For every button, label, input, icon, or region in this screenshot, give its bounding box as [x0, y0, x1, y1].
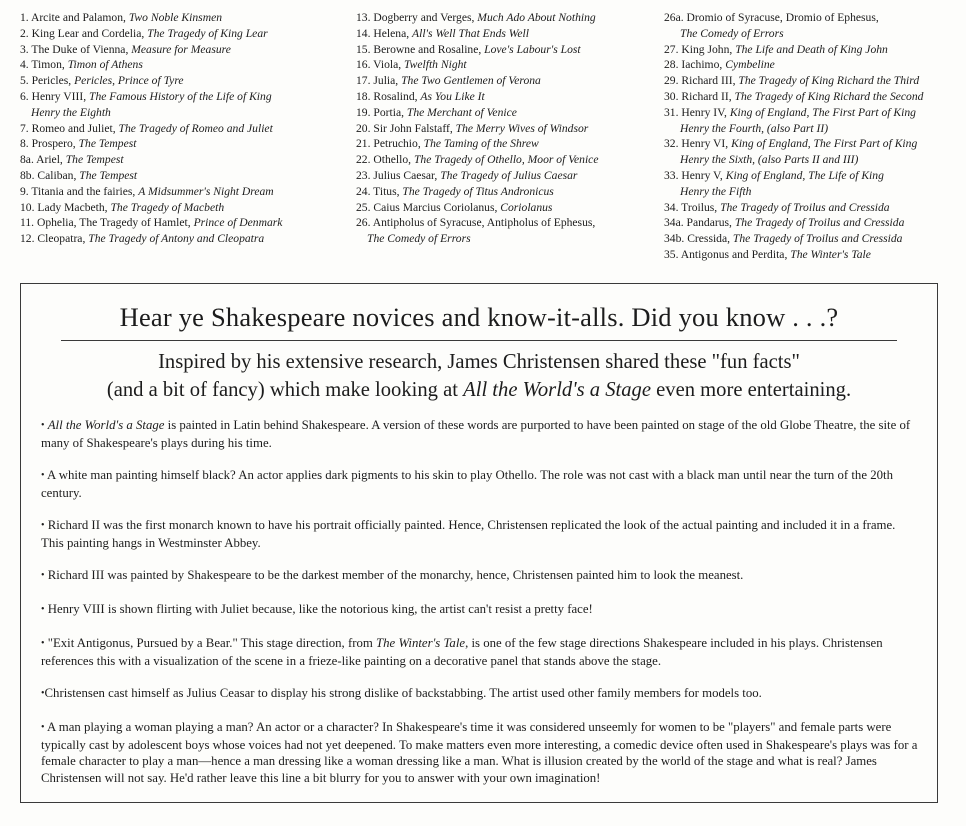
- character-names: 31. Henry IV,: [664, 105, 730, 119]
- bullet-icon: •: [41, 687, 45, 699]
- character-entry: [20, 57, 360, 73]
- play-title: Measure for Measure: [131, 42, 231, 56]
- character-entry: [20, 10, 360, 26]
- intro-line-1: Inspired by his extensive research, James Christensen shared these "fun facts": [158, 351, 800, 373]
- fact-play-title: The Winter's Tale: [376, 635, 466, 650]
- intro-line-2-text: (and a bit of fancy) which make looking at: [106, 379, 464, 401]
- box-headline: Hear ye Shakespeare novices and know-it-alls. Did you know . . .?: [119, 302, 839, 332]
- character-entry: [356, 168, 656, 184]
- fun-facts-box: [20, 283, 938, 803]
- character-entry: [356, 57, 656, 73]
- character-entry: [356, 105, 656, 121]
- character-entry: [664, 57, 954, 73]
- character-names: 34. Troilus,: [664, 200, 721, 214]
- play-title: Much Ado About Nothing: [477, 11, 596, 24]
- character-names: 8. Prospero,: [20, 137, 79, 151]
- play-title: King of England, The First Part of King: [731, 137, 918, 151]
- character-entry: [20, 136, 360, 152]
- character-names: 10. Lady Macbeth,: [20, 200, 111, 214]
- facts-list: [41, 417, 921, 786]
- character-entry: [664, 200, 954, 216]
- character-names: 14. Helena,: [356, 26, 413, 40]
- character-names: 15. Berowne and Rosaline,: [356, 42, 485, 56]
- character-entry: [20, 121, 360, 137]
- character-names: 5. Pericles,: [20, 74, 75, 88]
- character-entry: [356, 121, 656, 137]
- character-entry: [356, 215, 656, 247]
- play-title: The Tragedy of King Richard the Third: [738, 74, 920, 88]
- play-title: The Tragedy of Titus Andronicus: [402, 184, 554, 198]
- intro-artwork-title: All the World's a Stage: [463, 379, 651, 401]
- character-entry: [664, 247, 954, 263]
- bullet-icon: •: [41, 721, 45, 733]
- fact-text: A white man painting himself black? An actor applies dark pigments to his skin to play Othello. The role was not cast with a black man until near the turn of the 20th century.: [41, 468, 893, 501]
- character-names: 32. Henry VI,: [664, 137, 732, 151]
- play-title-continued: Henry the Fourth, (also Part II): [680, 121, 829, 135]
- character-names: 8b. Caliban,: [20, 168, 80, 182]
- fact-artwork-title: All the World's a Stage: [47, 418, 165, 432]
- play-title: The Tragedy of Othello, Moor of Venice: [413, 153, 599, 167]
- character-entry: [20, 73, 360, 89]
- play-title: The Tempest: [79, 168, 138, 182]
- character-names: 34b. Cressida,: [664, 232, 733, 246]
- character-names: 17. Julia,: [356, 74, 402, 88]
- play-title-continued: The Comedy of Errors: [680, 26, 784, 40]
- character-entry: [664, 136, 954, 168]
- character-names: 8a. Ariel,: [20, 153, 66, 167]
- character-names: 4. Timon,: [20, 58, 68, 72]
- character-names: 22. Othello,: [356, 153, 414, 167]
- character-names: 21. Petruchio,: [356, 137, 424, 151]
- play-title: The Two Gentlemen of Verona: [401, 74, 541, 88]
- play-title: The Life and Death of King John: [735, 42, 888, 56]
- character-entry: [20, 152, 360, 168]
- bullet-icon: •: [41, 570, 45, 582]
- fact-text: Richard II was the first monarch known to have his portrait officially painted. Hence, Christensen replicated the look of the actual painting and included it in a frame. This painting hangs in Westminster Abbey.: [41, 518, 896, 551]
- fact-item: [41, 417, 921, 452]
- play-title: The Tragedy of King Lear: [147, 26, 268, 40]
- character-names: 30. Richard II,: [664, 89, 735, 103]
- character-entry: [20, 26, 360, 42]
- headline-rule: [61, 340, 897, 341]
- play-title: Coriolanus: [500, 200, 553, 214]
- fact-item: [41, 567, 921, 585]
- character-names: 9. Titania and the fairies,: [20, 184, 139, 198]
- character-names: 27. King John,: [664, 42, 736, 56]
- play-title-continued: Henry the Sixth, (also Parts II and III): [680, 153, 859, 167]
- play-title: As You Like It: [420, 89, 485, 103]
- character-names: 34a. Pandarus,: [664, 216, 735, 230]
- character-names: 6. Henry VIII,: [20, 89, 90, 103]
- character-names: 19. Portia,: [356, 105, 407, 119]
- play-title: A Midsummer's Night Dream: [138, 184, 274, 198]
- play-title: The Merry Wives of Windsor: [455, 121, 589, 135]
- play-title: All's Well That Ends Well: [412, 26, 529, 40]
- character-entry: [20, 168, 360, 184]
- play-title: King of England, The First Part of King: [729, 105, 916, 119]
- box-intro: [21, 348, 937, 404]
- character-names: 24. Titus,: [356, 184, 403, 198]
- character-entry: [356, 152, 656, 168]
- character-entry: [20, 184, 360, 200]
- character-entry: [356, 200, 656, 216]
- character-entry: [356, 136, 656, 152]
- bullet-icon: •: [41, 420, 45, 431]
- character-entry: [356, 89, 656, 105]
- play-title: Love's Labour's Lost: [484, 42, 581, 56]
- character-column-2: [356, 10, 656, 247]
- character-column-1: [20, 10, 360, 247]
- play-title: Two Noble Kinsmen: [128, 11, 223, 24]
- character-names: 1. Arcite and Palamon,: [20, 11, 129, 24]
- character-entry: [664, 168, 954, 200]
- play-title: The Tragedy of Troilus and Cressida: [720, 200, 890, 214]
- character-names: 25. Caius Marcius Coriolanus,: [356, 200, 501, 214]
- character-entry: [356, 26, 656, 42]
- play-title: The Tragedy of Romeo and Juliet: [118, 121, 273, 135]
- character-column-3: [664, 10, 954, 263]
- character-names: 3. The Duke of Vienna,: [20, 42, 132, 56]
- character-entry: [356, 10, 656, 26]
- character-names: 33. Henry V,: [664, 168, 726, 182]
- character-entry: [20, 89, 360, 121]
- fact-text: Henry VIII is shown flirting with Juliet because, like the notorious king, the artist can't resist a pretty face!: [47, 602, 593, 617]
- character-entry: [20, 231, 360, 247]
- character-entry: [664, 10, 954, 42]
- character-names: 26. Antipholus of Syracuse, Antipholus of Ephesus,: [356, 216, 596, 230]
- character-entry: [664, 105, 954, 137]
- character-names: 13. Dogberry and Verges,: [356, 11, 478, 24]
- character-entry: [356, 184, 656, 200]
- character-names: 12. Cleopatra,: [20, 232, 89, 246]
- play-title-continued: Henry the Eighth: [31, 105, 111, 119]
- play-title: The Tragedy of King Richard the Second: [734, 89, 924, 103]
- fact-item: [41, 601, 921, 619]
- character-entry: [20, 200, 360, 216]
- character-entry: [356, 73, 656, 89]
- fact-item: [41, 467, 921, 502]
- play-title: King of England, The Life of King: [725, 168, 884, 182]
- play-title: Cymbeline: [725, 58, 775, 72]
- fact-text: Christensen cast himself as Julius Ceasar to display his strong dislike of backstabbing. The artist used other family members for models too.: [44, 685, 762, 700]
- character-names: 23. Julius Caesar,: [356, 168, 441, 182]
- character-entry: [664, 73, 954, 89]
- character-entry: [664, 89, 954, 105]
- character-key: [20, 10, 950, 272]
- character-names: 2. King Lear and Cordelia,: [20, 26, 148, 40]
- character-names: 16. Viola,: [356, 58, 405, 72]
- intro-line-2-end: even more entertaining.: [650, 379, 852, 401]
- intro-line-2: [21, 376, 937, 404]
- character-entry: [664, 231, 954, 247]
- character-entry: [20, 42, 360, 58]
- bullet-icon: •: [41, 637, 45, 649]
- play-title: Twelfth Night: [404, 58, 467, 72]
- character-names: 28. Iachimo,: [664, 58, 726, 72]
- character-names: 18. Rosalind,: [356, 89, 421, 103]
- play-title: The Famous History of the Life of King: [89, 89, 272, 103]
- character-names: 7. Romeo and Juliet,: [20, 121, 119, 135]
- character-entry: [20, 215, 360, 231]
- play-title: The Tragedy of Julius Caesar: [440, 168, 578, 182]
- play-title: The Taming of the Shrew: [423, 137, 539, 151]
- fact-text-continued: , is one of the few stage directions Shakespeare included in his plays. Christensen references this with a visualization of the scene in a frieze-like painting on a decorative panel that stands above the stage.: [41, 635, 883, 669]
- play-title: The Tragedy of Antony and Cleopatra: [88, 232, 265, 246]
- play-title: The Merchant of Venice: [406, 105, 517, 119]
- fact-text: A man playing a woman playing a man? An actor or a character? In Shakespeare's time it was considered unseemly for women to be "players" and female parts were typically cast by adolescent boys whose voices had not yet deepened. To make matters even more interesting, a comedic device often used in Shakespeare's plays was for a female character to play a man—hence a man dressing like a woman dressing like a man. What is illusion created by the world of the stage and what is real? James Christensen will not say. He'd rather leave this line a bit blurry for you to answer with your own imagination!: [41, 719, 918, 785]
- fact-text: "Exit Antigonus, Pursued by a Bear." This stage direction, from: [47, 635, 377, 650]
- fact-text: is painted in Latin behind Shakespeare. A version of these words are purported to have been painted on stage of the old Globe Theatre, the site of many of Shakespeare's plays during his time.: [41, 418, 911, 451]
- character-entry: [664, 215, 954, 231]
- character-entry: [664, 42, 954, 58]
- play-title: Prince of Denmark: [193, 216, 283, 230]
- fact-item: [41, 719, 921, 786]
- fact-item: [41, 685, 921, 703]
- character-names: 29. Richard III,: [664, 74, 739, 88]
- fact-item: [41, 635, 921, 670]
- play-title: The Tragedy of Macbeth: [110, 200, 225, 214]
- play-title: The Tragedy of Troilus and Cressida: [732, 232, 903, 246]
- fact-text: Richard III was painted by Shakespeare to be the darkest member of the monarchy, hence, Christensen painted him to look the meanest.: [47, 568, 744, 583]
- play-title: The Tempest: [65, 153, 124, 167]
- play-title: Pericles, Prince of Tyre: [74, 74, 184, 88]
- character-names: 11. Ophelia, The Tragedy of Hamlet,: [20, 216, 194, 230]
- play-title: The Tragedy of Troilus and Cressida: [734, 216, 905, 230]
- play-title: Timon of Athens: [67, 58, 143, 72]
- bullet-icon: •: [41, 520, 45, 532]
- play-title: The Tempest: [78, 137, 137, 151]
- play-title-continued: The Comedy of Errors: [367, 232, 471, 246]
- bullet-icon: •: [41, 470, 45, 482]
- character-names: 20. Sir John Falstaff,: [356, 121, 456, 135]
- fact-item: [41, 517, 921, 552]
- character-names: 35. Antigonus and Perdita,: [664, 247, 791, 261]
- character-entry: [356, 42, 656, 58]
- character-names: 26a. Dromio of Syracuse, Dromio of Ephesus,: [664, 11, 879, 24]
- bullet-icon: •: [41, 604, 45, 616]
- play-title-continued: Henry the Fifth: [680, 184, 752, 198]
- play-title: The Winter's Tale: [790, 247, 871, 261]
